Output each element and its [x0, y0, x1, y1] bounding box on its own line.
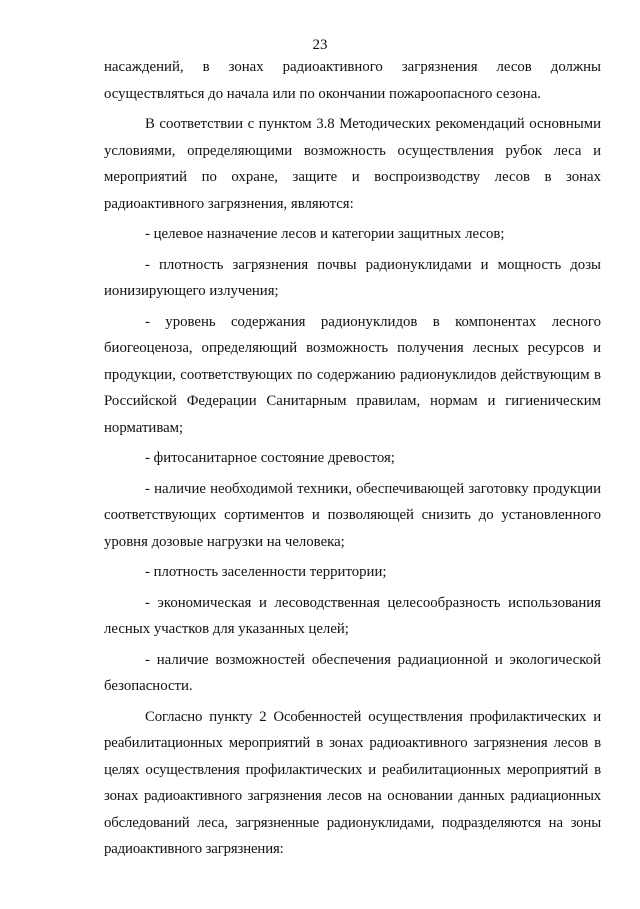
paragraph-continuation: насаждений, в зонах радиоактивного загрязнения лесов должны осуществляться до начала или по окончании пожароопасного сезона. — [104, 59, 601, 102]
list-item-contamination-density: - плотность загрязнения почвы радионуклидами и мощность дозы ионизирующего излучения; — [104, 256, 601, 299]
paragraph-zones-intro: Согласно пункту 2 Особенностей осуществления профилактических и реабилитационных мероприятий в зонах радиоактивного загрязнения лесов в целях осуществления профилактических и реабилитационных мероприятий в зонах радиоактивного загрязнения лесов на основании данных радиационных обследований леса, загрязненные радионуклидами, подразделяются на зоны радиоактивного загрязнения: — [104, 708, 601, 857]
document-body — [104, 54, 601, 863]
list-item-phytosanitary-state: - фитосанитарное состояние древостоя; — [145, 450, 395, 466]
list-item-safety: - наличие возможностей обеспечения радиационной и экологической безопасности. — [104, 651, 601, 694]
list-item-radionuclide-level: - уровень содержания радионуклидов в компонентах лесного биогеоценоза, определяющий возможность получения лесных ресурсов и продукции, соответствующих по содержанию радионуклидов действующим в Российской Федерации Санитарным правилам, нормам и гигиеническим нормативам; — [104, 313, 601, 436]
list-item-equipment: - наличие необходимой техники, обеспечивающей заготовку продукции соответствующих сортиментов и позволяющей снизить до установленного уровня дозовые нагрузки на человека; — [104, 480, 601, 550]
page-number: 23 — [312, 37, 328, 53]
list-item-population-density: - плотность заселенности территории; — [145, 564, 387, 580]
list-item-forest-purpose: - целевое назначение лесов и категории защитных лесов; — [145, 226, 505, 242]
list-item-economic-feasibility: - экономическая и лесоводственная целесообразность использования лесных участков для указанных целей; — [104, 594, 601, 637]
paragraph-main-conditions: В соответствии с пунктом 3.8 Методических рекомендаций основными условиями, определяющими возможность осуществления рубок леса и мероприятий по охране, защите и воспроизводству лесов в зонах радиоактивного загрязнения, являются: — [104, 116, 601, 212]
